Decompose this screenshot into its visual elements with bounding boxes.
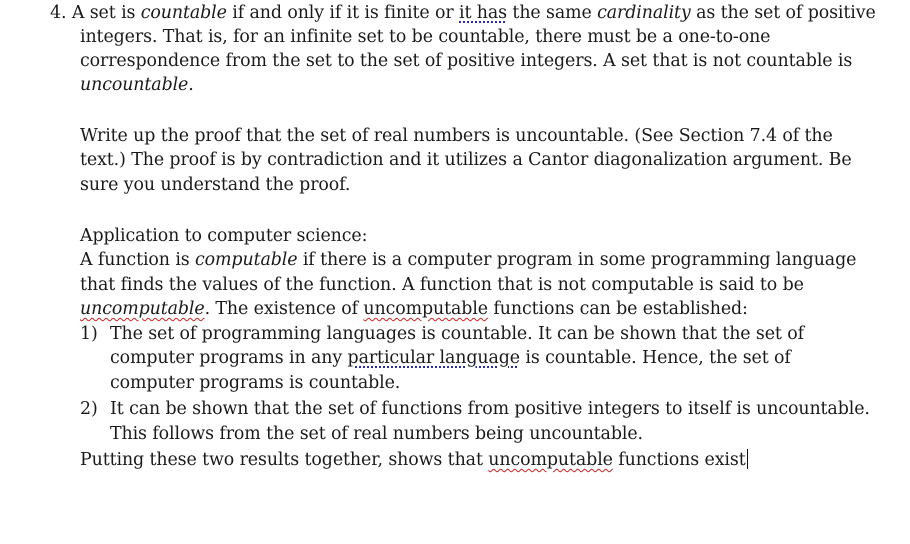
spelling-flag-uncomputable-2[interactable]: uncomputable xyxy=(363,299,488,319)
text-span: functions can be established: xyxy=(488,299,748,319)
term-uncountable: uncountable xyxy=(80,75,189,95)
text-span: if there is a computer program in some programming language xyxy=(297,250,857,270)
grammar-flag-it-has[interactable]: it has xyxy=(459,3,507,23)
application-line-1 xyxy=(80,248,856,272)
text-span: computer programs in any xyxy=(110,348,348,368)
list-item-1-line-2 xyxy=(110,346,791,370)
text-span: Putting these two results together, shows that xyxy=(80,450,489,470)
application-line-3 xyxy=(80,297,748,321)
list-item-2-line-1: It can be shown that the set of functions from positive integers to itself is uncountable. xyxy=(110,399,870,419)
proof-line-3: sure you understand the proof. xyxy=(80,175,351,195)
question-number: 4. xyxy=(50,3,67,23)
text-cursor xyxy=(747,449,748,469)
question-4-line-3: correspondence from the set to the set of positive integers. A set that is not countable is xyxy=(80,51,853,71)
question-4-line-1 xyxy=(50,1,876,25)
text-span: . xyxy=(188,75,194,95)
proof-line-2: text.) The proof is by contradiction and it utilizes a Cantor diagonalization argument. Be xyxy=(80,150,852,170)
term-cardinality: cardinality xyxy=(597,3,691,23)
application-heading: Application to computer science: xyxy=(80,226,368,246)
list-item-2-line-2: This follows from the set of real numbers being uncountable. xyxy=(110,424,643,444)
question-4-line-2: integers. That is, for an infinite set to be countable, there must be a one-to-one xyxy=(80,27,771,47)
proof-line-1: Write up the proof that the set of real numbers is uncountable. (See Section 7.4 of the xyxy=(80,126,833,146)
text-span: . The existence of xyxy=(204,299,364,319)
text-span: functions exist xyxy=(612,450,746,470)
conclusion-line xyxy=(80,448,748,472)
text-span: A function is xyxy=(80,250,196,270)
spelling-flag-uncomputable[interactable]: uncomputable xyxy=(80,299,205,319)
question-4-line-4 xyxy=(80,73,194,97)
text-span: the same xyxy=(507,3,598,23)
list-item-1-line-3: computer programs is countable. xyxy=(110,373,401,393)
application-line-2: that finds the values of the function. A function that is not computable is said to be xyxy=(80,275,804,295)
grammar-flag-particular-language[interactable]: particular language xyxy=(347,348,520,368)
term-countable: countable xyxy=(140,3,227,23)
text-span: is countable. Hence, the set of xyxy=(519,348,791,368)
list-item-number: 2) xyxy=(80,399,98,419)
text-span: as the set of positive xyxy=(690,3,876,23)
list-item-1-line-1: The set of programming languages is countable. It can be shown that the set of xyxy=(110,324,804,344)
text-span: if and only if it is finite or xyxy=(226,3,460,23)
text-span: A set is xyxy=(71,3,141,23)
term-computable: computable xyxy=(195,250,298,270)
list-item-number: 1) xyxy=(80,324,98,344)
spelling-flag-uncomputable-3[interactable]: uncomputable xyxy=(488,450,613,470)
